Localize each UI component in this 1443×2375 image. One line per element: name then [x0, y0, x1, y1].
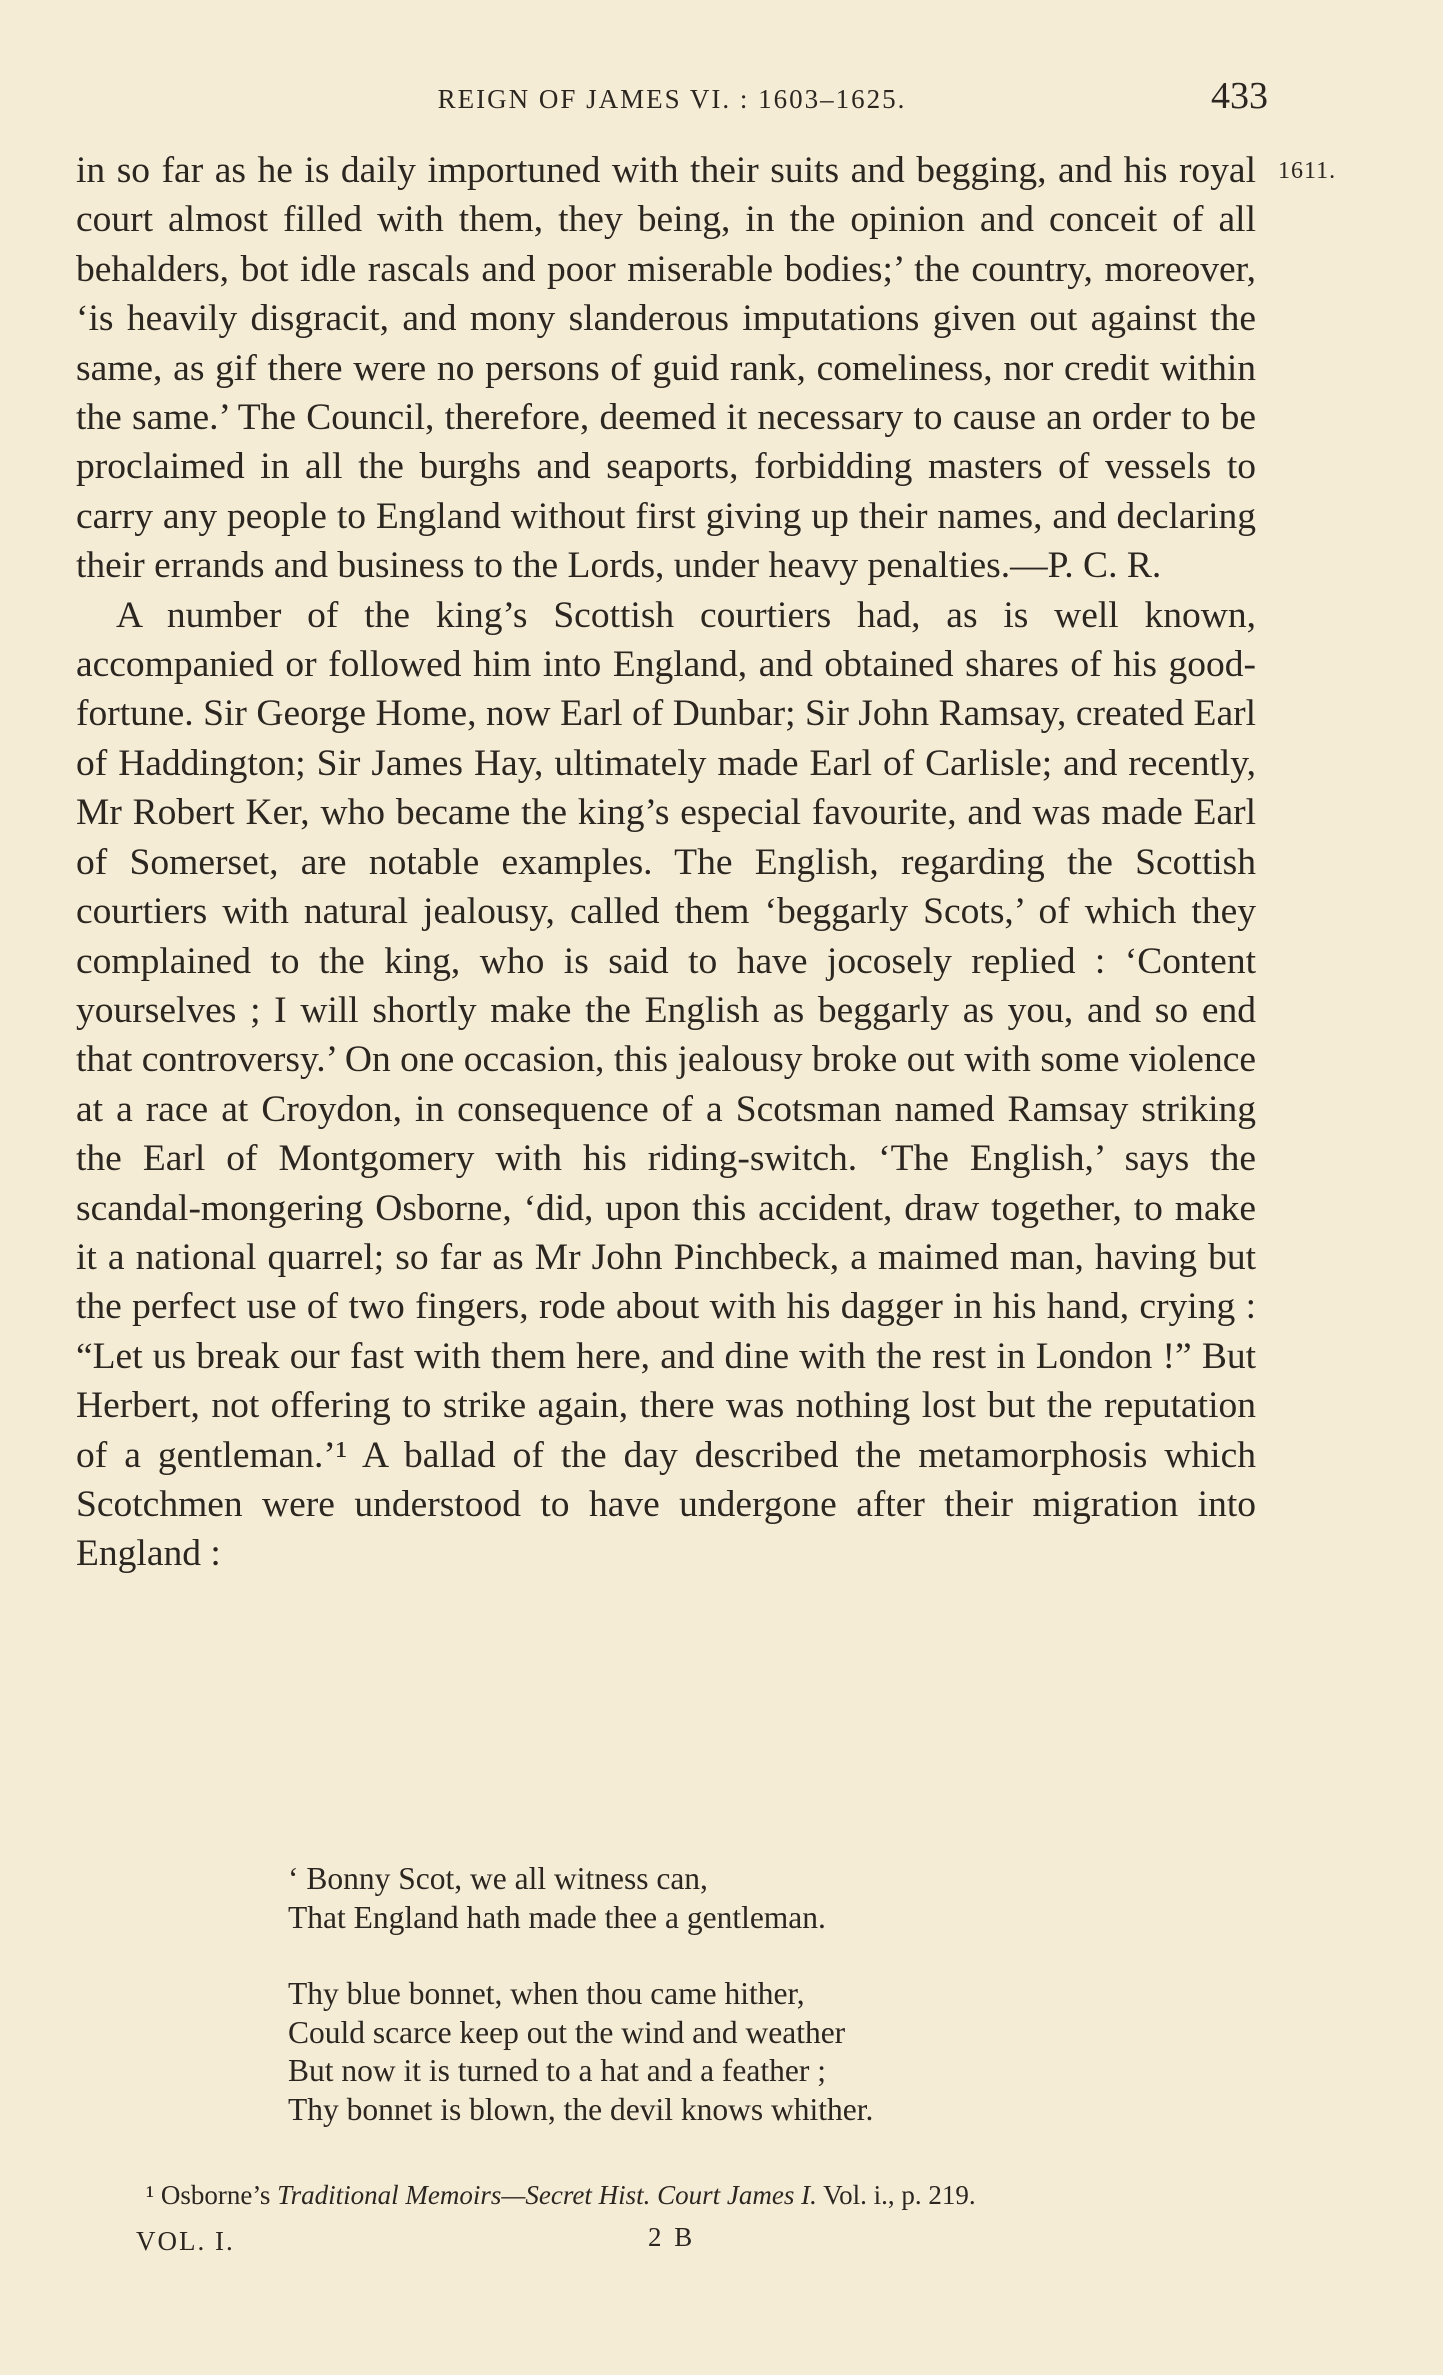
page-number: 433 [1211, 75, 1268, 117]
signature-mark: 2 B [648, 2222, 696, 2252]
footnote [146, 2180, 976, 2211]
verse-line: ‘ Bonny Scot, we all witness can, [288, 1861, 708, 1896]
volume-mark: VOL. I. [136, 2226, 235, 2256]
verse-stanza-2 [288, 1975, 1188, 2129]
verse-line: Thy blue bonnet, when thou came hither, [288, 1976, 805, 2011]
footnote-reference: Vol. i., p. 219. [823, 2180, 976, 2210]
verse-line: Could scarce keep out the wind and weather [288, 2014, 846, 2050]
verse-line: But now it is turned to a hat and a feather ; [288, 2053, 826, 2088]
body-text [76, 146, 1256, 1579]
ballad-verse [288, 1860, 1188, 2167]
paragraph-courtiers: A number of the king’s Scottish courtiers had, as is well known, accompanied or followed him into England, and obtained shares of his good-fortune. Sir George Home, now Earl of Dunbar; Sir John Ramsay, created Earl of Haddington; Sir James Hay, ultimately made Earl of Carlisle; and recently, Mr Robert Ker, who became the king’s especial favourite, and was made Earl of Somerset, are notable examples. The English, regarding the Scottish courtiers with natural jealousy, called them ‘beggarly Scots,’ of which they complained to the king, who is said to have jocosely replied : ‘Content yourselves ; I will shortly make the English as beggarly as you, and so end that controversy.’ On one occasion, this jealousy broke out with some violence at a race at Croydon, in consequence of a Scotsman named Ramsay striking the Earl of Montgomery with his riding-switch. ‘The English,’ says the scandal-mongering Osborne, ‘did, upon this accident, draw together, to make it a national quarrel; so far as Mr John Pinchbeck, a maimed man, having but the perfect use of two fingers, rode about with his dagger in his hand, crying : “Let us break our fast with them here, and dine with the rest in London !” But Herbert, not offering to strike again, there was nothing lost but the reputation of a gentleman.’¹ A ballad of the day described the metamorphosis which Scotchmen were understood to have undergone after their migration into England : [76, 594, 1256, 1575]
footnote-marker: ¹ [146, 2180, 155, 2210]
running-head: REIGN OF JAMES VI. : 1603–1625. [437, 84, 907, 114]
verse-line: That England hath made thee a gentleman. [288, 1899, 826, 1935]
paragraph-continued: in so far as he is daily importuned with their suits and begging, and his royal court almost filled with them, they being, in the opinion and conceit of all behalders, bot idle rascals and poor miserable bodies;’ the country, moreover, ‘is heavily disgracit, and mony slanderous imputations given out against the same, as gif there were no persons of guid rank, comeliness, nor credit within the same.’ The Council, therefore, deemed it necessary to cause an order to be proclaimed in all the burghs and seaports, forbidding masters of vessels to carry any people to England without first giving up their names, and declaring their errands and business to the Lords, under heavy penalties.—P. C. R. [76, 150, 1256, 587]
footnote-title: Traditional Memoirs—Secret Hist. Court James I. [277, 2180, 817, 2210]
verse-line: Thy bonnet is blown, the devil knows whither. [288, 2091, 874, 2127]
page-header [76, 74, 1268, 124]
verse-stanza-1 [288, 1860, 1188, 1937]
margin-year-note: 1611. [1278, 158, 1337, 184]
footnote-author: Osborne’s [160, 2180, 271, 2210]
